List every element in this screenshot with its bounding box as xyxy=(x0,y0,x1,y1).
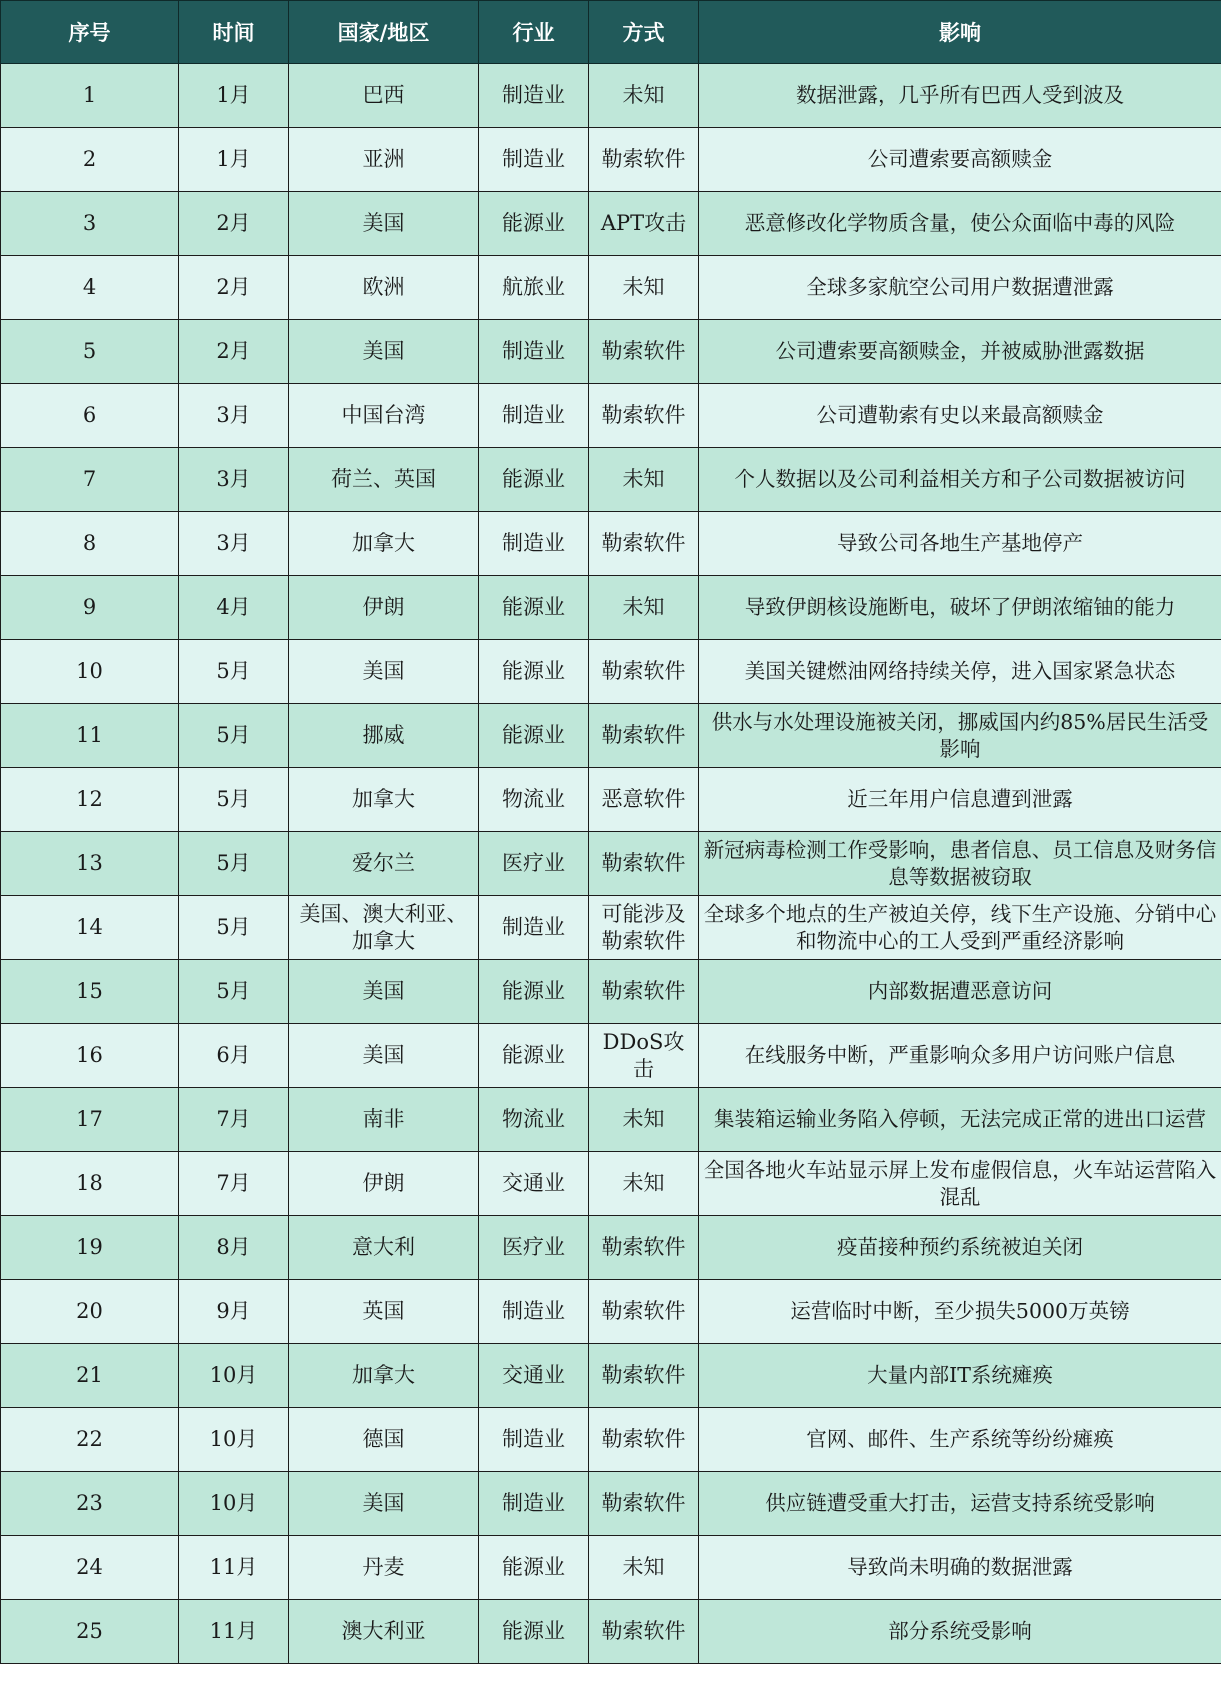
cell-index: 19 xyxy=(1,1216,179,1280)
cell-method: 勒索软件 xyxy=(589,384,699,448)
cell-impact: 运营临时中断，至少损失5000万英镑 xyxy=(699,1280,1221,1344)
cell-region: 伊朗 xyxy=(289,1152,479,1216)
table-header xyxy=(1,1,1221,64)
cell-impact: 公司遭索要高额赎金 xyxy=(699,128,1221,192)
cell-index: 11 xyxy=(1,704,179,768)
cell-impact: 在线服务中断，严重影响众多用户访问账户信息 xyxy=(699,1024,1221,1088)
cell-industry: 交通业 xyxy=(479,1152,589,1216)
table-row xyxy=(1,768,1221,832)
table-row xyxy=(1,64,1221,128)
cell-industry: 能源业 xyxy=(479,576,589,640)
cell-time: 8月 xyxy=(179,1216,289,1280)
cell-region: 加拿大 xyxy=(289,1344,479,1408)
cell-index: 8 xyxy=(1,512,179,576)
cell-time: 4月 xyxy=(179,576,289,640)
cell-index: 12 xyxy=(1,768,179,832)
cell-region: 伊朗 xyxy=(289,576,479,640)
cell-industry: 航旅业 xyxy=(479,256,589,320)
table-row xyxy=(1,256,1221,320)
table-row xyxy=(1,1472,1221,1536)
table-row xyxy=(1,704,1221,768)
cell-time: 7月 xyxy=(179,1152,289,1216)
cell-industry: 制造业 xyxy=(479,1408,589,1472)
cell-method: 勒索软件 xyxy=(589,832,699,896)
cell-time: 10月 xyxy=(179,1408,289,1472)
cell-impact: 内部数据遭恶意访问 xyxy=(699,960,1221,1024)
cell-impact: 导致伊朗核设施断电，破坏了伊朗浓缩铀的能力 xyxy=(699,576,1221,640)
cell-index: 13 xyxy=(1,832,179,896)
cell-region: 英国 xyxy=(289,1280,479,1344)
cell-index: 16 xyxy=(1,1024,179,1088)
column-header-impact: 影响 xyxy=(699,1,1221,64)
cell-industry: 制造业 xyxy=(479,384,589,448)
cell-time: 5月 xyxy=(179,704,289,768)
cell-region: 美国 xyxy=(289,320,479,384)
table-row xyxy=(1,1408,1221,1472)
column-header-industry: 行业 xyxy=(479,1,589,64)
cell-time: 2月 xyxy=(179,256,289,320)
cell-impact: 新冠病毒检测工作受影响，患者信息、员工信息及财务信息等数据被窃取 xyxy=(699,832,1221,896)
cell-index: 25 xyxy=(1,1600,179,1664)
cell-industry: 制造业 xyxy=(479,1472,589,1536)
cell-time: 2月 xyxy=(179,192,289,256)
cell-index: 22 xyxy=(1,1408,179,1472)
cell-industry: 能源业 xyxy=(479,1536,589,1600)
table-row xyxy=(1,1216,1221,1280)
cell-impact: 大量内部IT系统瘫痪 xyxy=(699,1344,1221,1408)
cell-index: 23 xyxy=(1,1472,179,1536)
cell-time: 3月 xyxy=(179,448,289,512)
cell-region: 美国 xyxy=(289,192,479,256)
cell-time: 5月 xyxy=(179,896,289,960)
cell-time: 2月 xyxy=(179,320,289,384)
cell-method: 勒索软件 xyxy=(589,512,699,576)
cell-method: 未知 xyxy=(589,448,699,512)
cell-region: 爱尔兰 xyxy=(289,832,479,896)
table-row xyxy=(1,1280,1221,1344)
cell-impact: 数据泄露，几乎所有巴西人受到波及 xyxy=(699,64,1221,128)
table-row xyxy=(1,192,1221,256)
cell-time: 11月 xyxy=(179,1600,289,1664)
cell-method: 勒索软件 xyxy=(589,1408,699,1472)
table-row xyxy=(1,960,1221,1024)
cell-impact: 供应链遭受重大打击，运营支持系统受影响 xyxy=(699,1472,1221,1536)
cell-method: 可能涉及勒索软件 xyxy=(589,896,699,960)
table-row xyxy=(1,448,1221,512)
cell-method: 勒索软件 xyxy=(589,320,699,384)
cell-industry: 交通业 xyxy=(479,1344,589,1408)
cell-time: 6月 xyxy=(179,1024,289,1088)
cell-region: 美国 xyxy=(289,640,479,704)
cell-region: 意大利 xyxy=(289,1216,479,1280)
table-row xyxy=(1,896,1221,960)
cell-region: 挪威 xyxy=(289,704,479,768)
cell-industry: 制造业 xyxy=(479,896,589,960)
cell-industry: 能源业 xyxy=(479,704,589,768)
cell-region: 加拿大 xyxy=(289,768,479,832)
cell-region: 美国 xyxy=(289,960,479,1024)
cell-industry: 能源业 xyxy=(479,1024,589,1088)
cell-industry: 制造业 xyxy=(479,128,589,192)
cell-impact: 近三年用户信息遭到泄露 xyxy=(699,768,1221,832)
cell-region: 德国 xyxy=(289,1408,479,1472)
cell-method: 未知 xyxy=(589,1152,699,1216)
cell-index: 6 xyxy=(1,384,179,448)
column-header-region: 国家/地区 xyxy=(289,1,479,64)
cell-industry: 能源业 xyxy=(479,448,589,512)
cell-method: DDoS攻击 xyxy=(589,1024,699,1088)
cell-method: APT攻击 xyxy=(589,192,699,256)
cell-industry: 制造业 xyxy=(479,320,589,384)
cell-time: 7月 xyxy=(179,1088,289,1152)
cell-method: 未知 xyxy=(589,64,699,128)
cell-industry: 能源业 xyxy=(479,640,589,704)
cell-region: 荷兰、英国 xyxy=(289,448,479,512)
cell-impact: 全球多家航空公司用户数据遭泄露 xyxy=(699,256,1221,320)
cell-industry: 制造业 xyxy=(479,1280,589,1344)
cell-impact: 部分系统受影响 xyxy=(699,1600,1221,1664)
cell-time: 5月 xyxy=(179,832,289,896)
cell-index: 1 xyxy=(1,64,179,128)
table-row xyxy=(1,320,1221,384)
cell-time: 10月 xyxy=(179,1472,289,1536)
cell-impact: 集装箱运输业务陷入停顿，无法完成正常的进出口运营 xyxy=(699,1088,1221,1152)
cell-time: 5月 xyxy=(179,960,289,1024)
table-row xyxy=(1,1600,1221,1664)
cell-industry: 医疗业 xyxy=(479,1216,589,1280)
cell-region: 美国、澳大利亚、加拿大 xyxy=(289,896,479,960)
cell-time: 3月 xyxy=(179,512,289,576)
cell-impact: 导致公司各地生产基地停产 xyxy=(699,512,1221,576)
cell-index: 3 xyxy=(1,192,179,256)
cell-method: 勒索软件 xyxy=(589,1216,699,1280)
table-row xyxy=(1,384,1221,448)
cell-method: 未知 xyxy=(589,576,699,640)
cell-method: 勒索软件 xyxy=(589,1600,699,1664)
cell-industry: 医疗业 xyxy=(479,832,589,896)
cell-impact: 公司遭索要高额赎金，并被威胁泄露数据 xyxy=(699,320,1221,384)
cell-region: 丹麦 xyxy=(289,1536,479,1600)
cell-index: 7 xyxy=(1,448,179,512)
cell-method: 未知 xyxy=(589,256,699,320)
cell-time: 1月 xyxy=(179,64,289,128)
cell-industry: 制造业 xyxy=(479,512,589,576)
cell-index: 21 xyxy=(1,1344,179,1408)
cell-method: 恶意软件 xyxy=(589,768,699,832)
cell-method: 勒索软件 xyxy=(589,704,699,768)
table-row xyxy=(1,128,1221,192)
table-row xyxy=(1,1088,1221,1152)
cell-index: 24 xyxy=(1,1536,179,1600)
cell-impact: 个人数据以及公司利益相关方和子公司数据被访问 xyxy=(699,448,1221,512)
cell-industry: 能源业 xyxy=(479,1600,589,1664)
cell-impact: 供水与水处理设施被关闭，挪威国内约85%居民生活受影响 xyxy=(699,704,1221,768)
cell-method: 勒索软件 xyxy=(589,128,699,192)
table-row xyxy=(1,640,1221,704)
cell-region: 美国 xyxy=(289,1472,479,1536)
cell-index: 20 xyxy=(1,1280,179,1344)
cell-region: 亚洲 xyxy=(289,128,479,192)
cell-region: 中国台湾 xyxy=(289,384,479,448)
cell-industry: 能源业 xyxy=(479,192,589,256)
cell-impact: 导致尚未明确的数据泄露 xyxy=(699,1536,1221,1600)
cell-time: 1月 xyxy=(179,128,289,192)
cell-index: 4 xyxy=(1,256,179,320)
header-row xyxy=(1,1,1221,64)
cell-time: 5月 xyxy=(179,640,289,704)
cell-method: 未知 xyxy=(589,1088,699,1152)
cell-region: 巴西 xyxy=(289,64,479,128)
cell-index: 14 xyxy=(1,896,179,960)
cell-industry: 制造业 xyxy=(479,64,589,128)
cell-index: 9 xyxy=(1,576,179,640)
cell-index: 2 xyxy=(1,128,179,192)
table-row xyxy=(1,576,1221,640)
cell-method: 勒索软件 xyxy=(589,960,699,1024)
cell-method: 勒索软件 xyxy=(589,1472,699,1536)
cell-impact: 官网、邮件、生产系统等纷纷瘫痪 xyxy=(699,1408,1221,1472)
cell-method: 未知 xyxy=(589,1536,699,1600)
column-header-index: 序号 xyxy=(1,1,179,64)
cell-time: 5月 xyxy=(179,768,289,832)
cell-method: 勒索软件 xyxy=(589,1280,699,1344)
cell-index: 10 xyxy=(1,640,179,704)
cell-method: 勒索软件 xyxy=(589,1344,699,1408)
cell-impact: 全国各地火车站显示屏上发布虚假信息，火车站运营陷入混乱 xyxy=(699,1152,1221,1216)
cell-index: 5 xyxy=(1,320,179,384)
cell-time: 3月 xyxy=(179,384,289,448)
table-row xyxy=(1,512,1221,576)
cell-region: 欧洲 xyxy=(289,256,479,320)
cell-index: 18 xyxy=(1,1152,179,1216)
column-header-method: 方式 xyxy=(589,1,699,64)
cell-region: 澳大利亚 xyxy=(289,1600,479,1664)
cell-index: 15 xyxy=(1,960,179,1024)
cell-region: 美国 xyxy=(289,1024,479,1088)
cell-region: 南非 xyxy=(289,1088,479,1152)
table-row xyxy=(1,1024,1221,1088)
table-row xyxy=(1,1536,1221,1600)
table-row xyxy=(1,1152,1221,1216)
table-row xyxy=(1,832,1221,896)
cell-impact: 公司遭勒索有史以来最高额赎金 xyxy=(699,384,1221,448)
cell-impact: 恶意修改化学物质含量，使公众面临中毒的风险 xyxy=(699,192,1221,256)
cell-method: 勒索软件 xyxy=(589,640,699,704)
cell-impact: 全球多个地点的生产被迫关停，线下生产设施、分销中心和物流中心的工人受到严重经济影响 xyxy=(699,896,1221,960)
cell-industry: 能源业 xyxy=(479,960,589,1024)
cell-industry: 物流业 xyxy=(479,768,589,832)
table-row xyxy=(1,1344,1221,1408)
cell-industry: 物流业 xyxy=(479,1088,589,1152)
cell-region: 加拿大 xyxy=(289,512,479,576)
cell-time: 9月 xyxy=(179,1280,289,1344)
cell-time: 10月 xyxy=(179,1344,289,1408)
column-header-time: 时间 xyxy=(179,1,289,64)
table-body xyxy=(1,64,1221,1664)
cell-impact: 疫苗接种预约系统被迫关闭 xyxy=(699,1216,1221,1280)
cell-time: 11月 xyxy=(179,1536,289,1600)
cell-index: 17 xyxy=(1,1088,179,1152)
cell-impact: 美国关键燃油网络持续关停，进入国家紧急状态 xyxy=(699,640,1221,704)
